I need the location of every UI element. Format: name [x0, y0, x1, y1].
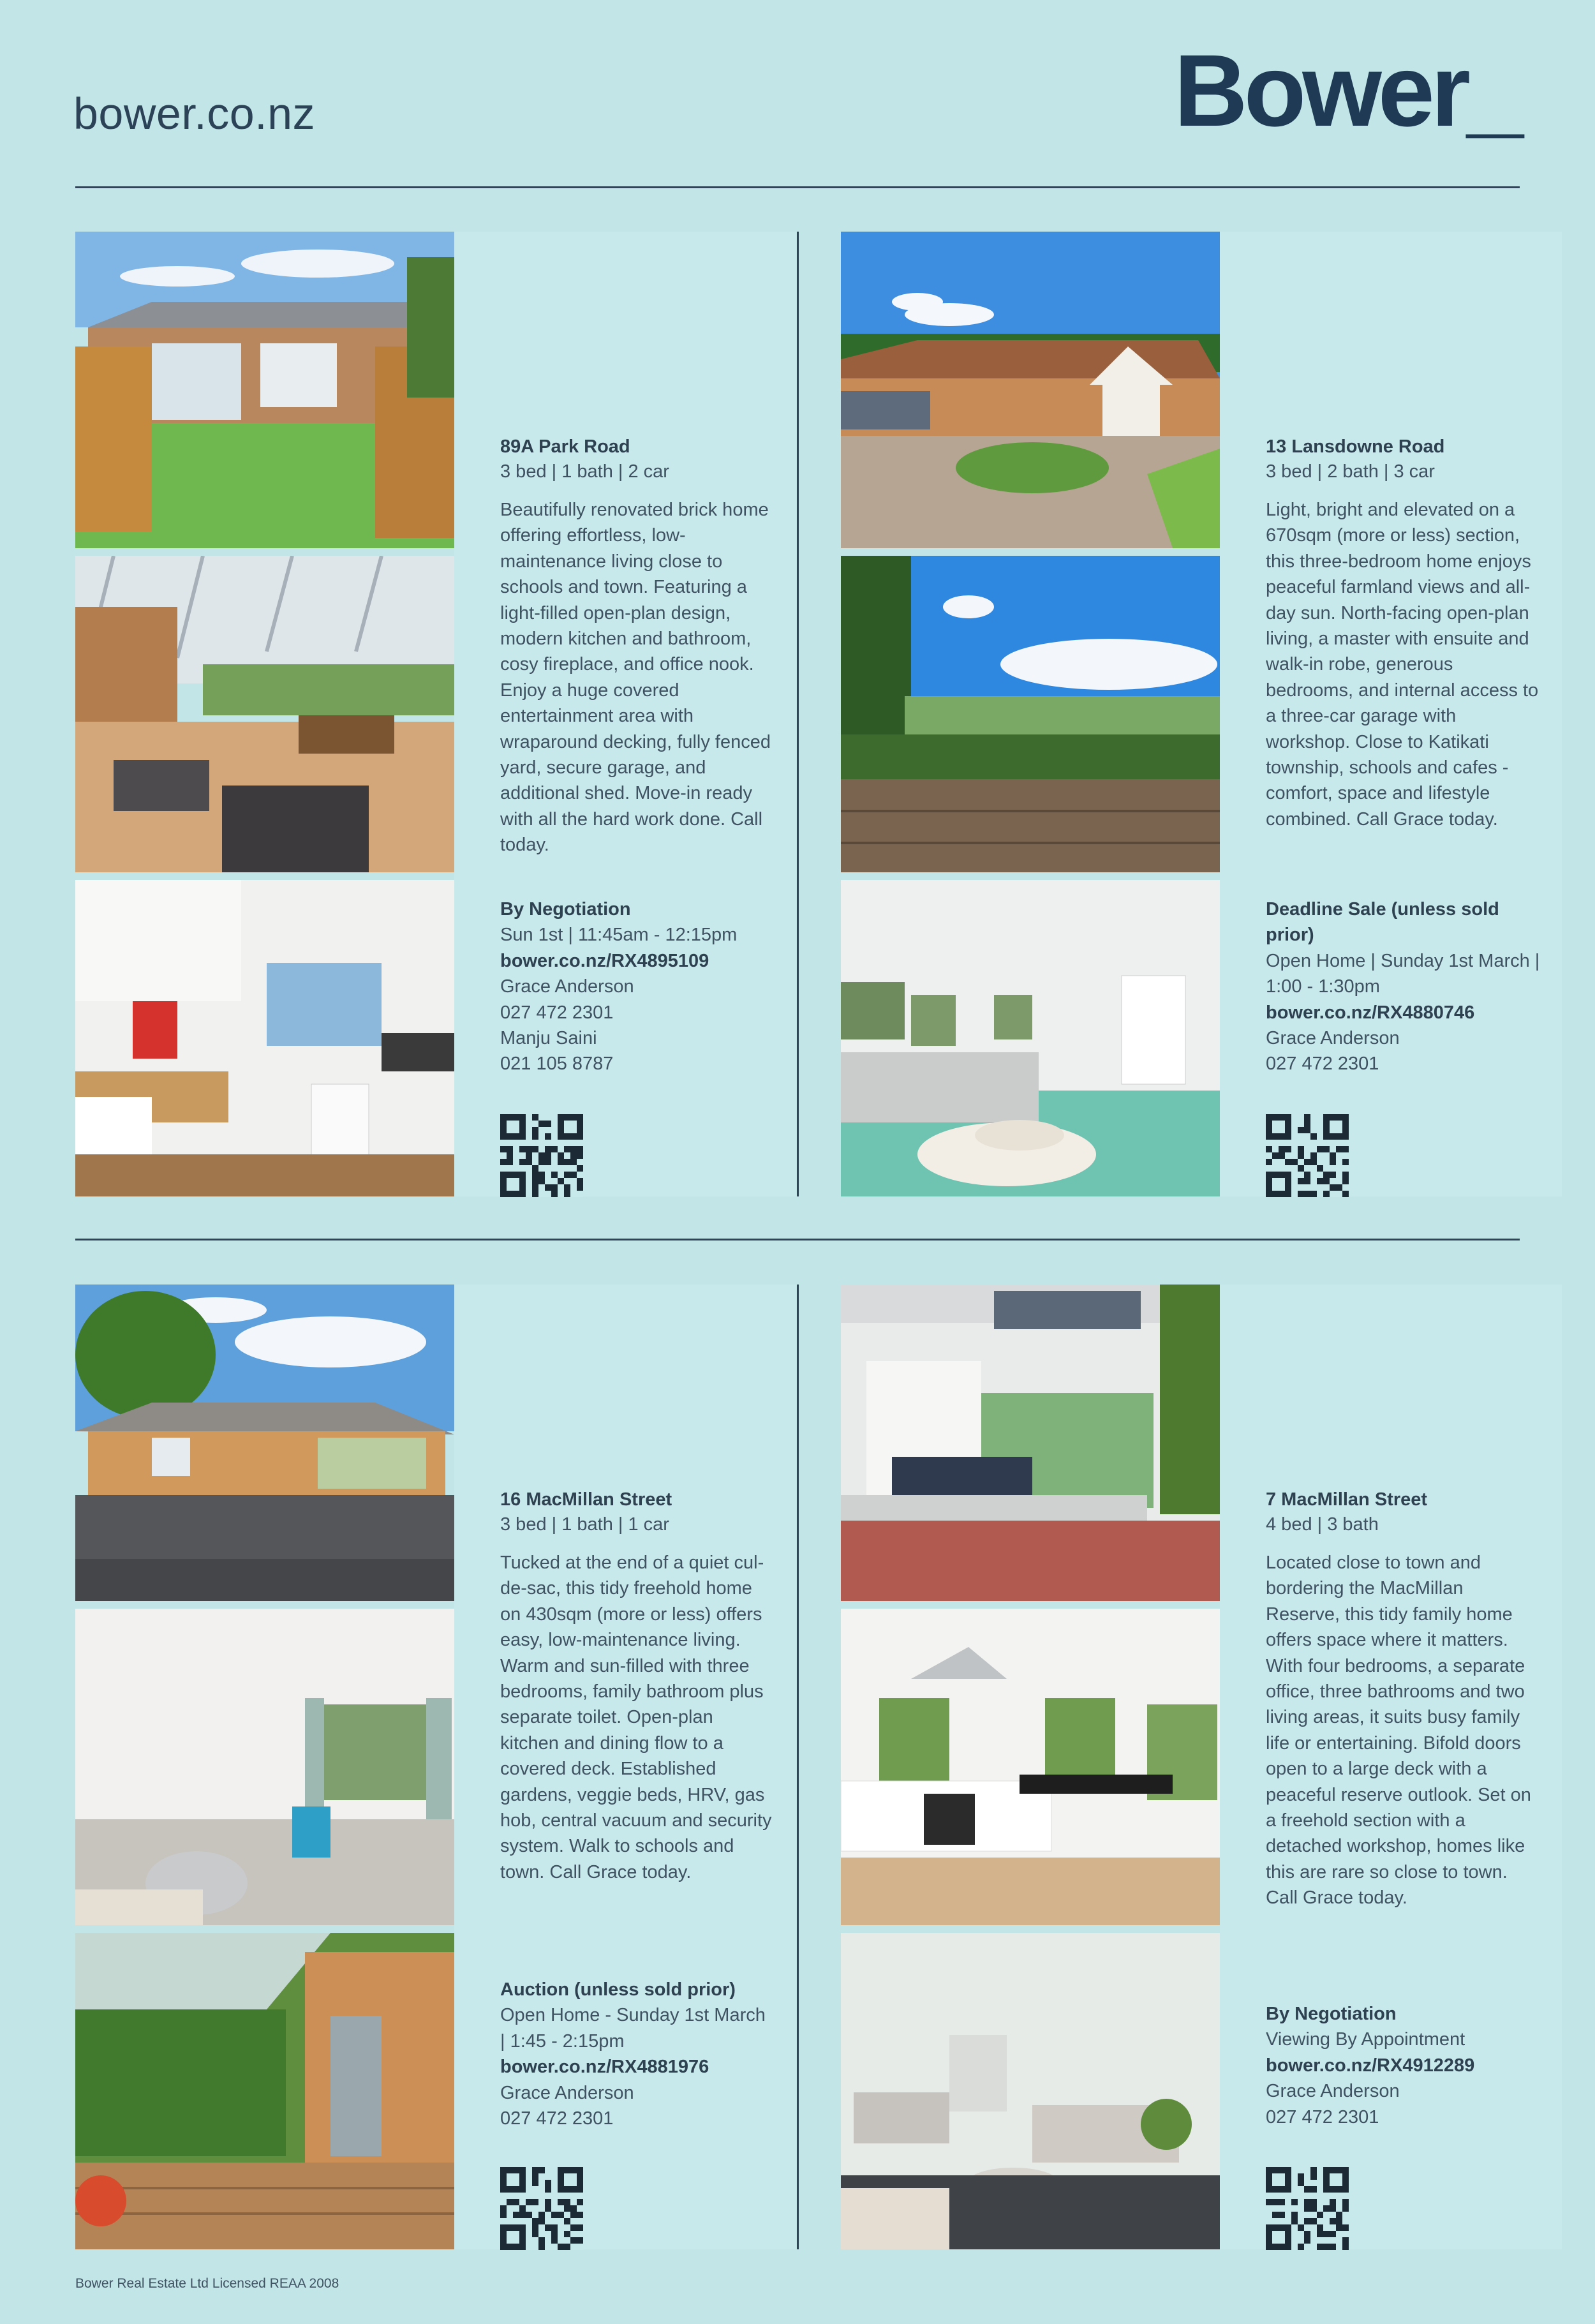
- open-home-time: Viewing By Appointment: [1266, 2029, 1465, 2050]
- listing-photo-exterior[interactable]: [75, 1285, 454, 1601]
- agent-name: Grace Anderson: [500, 976, 634, 997]
- listing-description: Tucked at the end of a quiet cul-de-sac, this tidy freehold home on 430sqm (more or less) offers easy, low-maintenance living. Warm and sun-filled with three bedrooms, family bathroom plus separate toilet. Open-plan kitchen and dining flow to a covered deck. Established gardens, veggie beds, HRV, gas hob, central vacuum and security system. Walk to schools and town. Call Grace today.: [500, 1553, 772, 1882]
- listing-specs: 3 bed | 2 bath | 3 car: [1266, 461, 1435, 482]
- listing-info: [500, 232, 775, 1196]
- listing-photo-deck[interactable]: [75, 556, 454, 872]
- listing-description: Beautifully renovated brick home offering effortless, low-maintenance living close to schools and town. Featuring a light-filled open-plan design, modern kitchen and bathroom, cosy fireplace, and office nook. Enjoy a huge covered entertainment area with wraparound decking, fully fenced yard, secure garage, and additional shed. Move-in ready with all the hard work done. Call today.: [500, 500, 771, 856]
- listing-photo-exterior[interactable]: [75, 232, 454, 548]
- listing-details: [500, 897, 775, 1077]
- sale-method: Auction (unless sold prior): [500, 1979, 736, 2000]
- listing-description: Light, bright and elevated on a 670sqm (more or less) section, this three-bedroom home enjoys peaceful farmland views and all-day sun. North-facing open-plan living, a master with ensuite and walk-in robe, generous bedrooms, and internal access to a three-car garage with workshop. Close to Katikati township, schools and cafes - comfort, space and lifestyle combined. Call Grace today.: [1266, 500, 1539, 830]
- listing-specs: 4 bed | 3 bath: [1266, 1514, 1379, 1535]
- listing-info: [1266, 1285, 1540, 2249]
- listing-details: [500, 1977, 775, 2131]
- listing-url-link[interactable]: bower.co.nz/RX4895109: [500, 950, 709, 971]
- listing-photo-patio[interactable]: [75, 1933, 454, 2249]
- listing-card: [841, 232, 1562, 1196]
- sale-method: Deadline Sale (unless sold prior): [1266, 899, 1499, 946]
- listing-url-link[interactable]: bower.co.nz/RX4880746: [1266, 1002, 1475, 1023]
- column-divider-top: [797, 232, 799, 1196]
- footer-license-note: Bower Real Estate Ltd Licensed REAA 2008: [75, 2276, 339, 2291]
- listing-photos: [75, 1285, 454, 2249]
- open-home-time: Sun 1st | 11:45am - 12:15pm: [500, 925, 738, 946]
- open-home-time: Open Home | Sunday 1st March | 1:00 - 1:30pm: [1266, 950, 1540, 997]
- listing-photo-deck[interactable]: [841, 1285, 1220, 1601]
- listing-photo-kitchen[interactable]: [841, 1609, 1220, 1925]
- middle-divider: [75, 1239, 1520, 1240]
- listing-card: [75, 1285, 796, 2249]
- agent-name: Grace Anderson: [500, 2082, 634, 2103]
- listing-card: [841, 1285, 1562, 2249]
- listing-photos: [75, 232, 454, 1196]
- listing-title: 7 MacMillan Street: [1266, 1489, 1428, 1510]
- agent-phone[interactable]: 027 472 2301: [500, 1002, 614, 1023]
- listing-description: Located close to town and bordering the MacMillan Reserve, this tidy family home offers space where it matters. With four bedrooms, a separate office, three bathrooms and two living areas, it suits busy family life or entertaining. Bifold doors open to a large deck with a peaceful reserve outlook. Set on a freehold section with a detached workshop, homes like this are rare so close to town. Call Grace today.: [1266, 1553, 1531, 1909]
- listing-photo-kitchen[interactable]: [75, 880, 454, 1196]
- column-divider-bottom: [797, 1285, 799, 2249]
- site-url[interactable]: bower.co.nz: [73, 89, 316, 138]
- listing-card: [75, 232, 796, 1196]
- listing-details: [1266, 2001, 1540, 2130]
- agent-phone[interactable]: 027 472 2301: [500, 2108, 614, 2129]
- listing-info: [1266, 232, 1540, 1196]
- agent-name: Manju Saini: [500, 1028, 597, 1049]
- qr-code-icon[interactable]: [500, 2167, 583, 2250]
- listing-specs: 3 bed | 1 bath | 1 car: [500, 1514, 669, 1535]
- listing-photo-living[interactable]: [841, 880, 1220, 1196]
- listing-photos: [841, 1285, 1220, 2249]
- listing-url-link[interactable]: bower.co.nz/RX4912289: [1266, 2055, 1475, 2076]
- listing-info: [500, 1285, 775, 2249]
- agent-name: Grace Anderson: [1266, 1028, 1400, 1049]
- listing-details: [1266, 897, 1540, 1077]
- sale-method: By Negotiation: [1266, 2004, 1397, 2024]
- agent-name: Grace Anderson: [1266, 2081, 1400, 2102]
- listing-photo-living[interactable]: [841, 1933, 1220, 2249]
- agent-phone[interactable]: 027 472 2301: [1266, 2106, 1379, 2127]
- agent-phone[interactable]: 021 105 8787: [500, 1054, 614, 1075]
- listing-specs: 3 bed | 1 bath | 2 car: [500, 461, 669, 482]
- qr-code-icon[interactable]: [1266, 2167, 1349, 2250]
- listing-photo-view[interactable]: [841, 556, 1220, 872]
- sale-method: By Negotiation: [500, 899, 631, 920]
- listing-title: 13 Lansdowne Road: [1266, 436, 1445, 457]
- top-divider: [75, 186, 1520, 188]
- open-home-time: Open Home - Sunday 1st March | 1:45 - 2:15pm: [500, 2005, 766, 2052]
- listing-title: 89A Park Road: [500, 436, 630, 457]
- listing-url-link[interactable]: bower.co.nz/RX4881976: [500, 2057, 709, 2078]
- bower-logo: Bower_: [1174, 33, 1520, 147]
- listing-photos: [841, 232, 1220, 1196]
- listing-photo-exterior[interactable]: [841, 232, 1220, 548]
- qr-code-icon[interactable]: [500, 1114, 583, 1197]
- agent-phone[interactable]: 027 472 2301: [1266, 1054, 1379, 1075]
- listing-title: 16 MacMillan Street: [500, 1489, 672, 1510]
- qr-code-icon[interactable]: [1266, 1114, 1349, 1197]
- listing-photo-living[interactable]: [75, 1609, 454, 1925]
